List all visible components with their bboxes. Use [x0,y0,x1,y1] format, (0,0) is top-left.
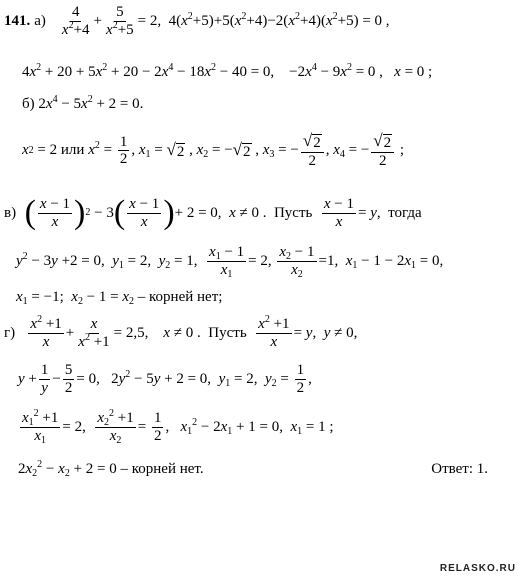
phrase-no-roots-final: – корней нет. [120,461,204,477]
sqrt: √ 2 [232,139,251,160]
part-v-label: в) [4,204,17,221]
fraction: $\frac{x - 1}{x}$ [39,196,71,230]
fraction: √ 2 2 [301,132,324,169]
fraction: $\frac{x - 1}{x}$ [129,196,160,230]
line-v-conclusion: $x_1 = -1$; $x_2 - 1 = x_2$ – корней нет; [16,289,223,307]
line-g-conclusion: $2x_2^2 - x_2 + 2 = 0$ – корней нет. Ответ: 1. [18,459,488,479]
part-g-label: г) [4,324,16,341]
fraction: $\frac{5}{x^2+5}$ [106,4,134,38]
line-g-quadratic: y + $\frac{1}{y}$ − $\frac{5}{2}$ = 0, $2y^2 - 5y + 2 = 0$, $y_1 = 2$, $y_2$ = $\frac{1}{2}$ , [18,362,312,396]
fraction: $\frac{x^2 +1}{x}$ [30,314,62,350]
line-a-equation: 141. а) $\frac{4}{x^2+4}$ + $\frac{5}{x^2+5}$ = 2, $4(x^2+5)+5(x^2+4)-2(x^2+4)(x^2+5) = 0$ , [4,4,390,38]
fraction: $\frac{1}{2}$ [296,362,305,396]
part-b-label: б) [22,96,35,112]
fraction: $\frac{1}{2}$ [153,410,162,444]
fraction: $\frac{x - 1}{x}$ [323,196,354,230]
fraction: $\frac{x_2 - 1}{x_2}$ [279,244,315,280]
watermark: RELASKO.RU [439,563,516,574]
fraction: $\frac{1}{2}$ [119,133,128,167]
word-ili: или [60,142,85,158]
fraction: $\frac{x}{x^2 +1}$ [78,316,110,350]
line-a-simplify: $4x^2 + 20 + 5x^2 + 20 - 2x^4 - 18x^2 - 40 = 0$, $-2x^4 - 9x^2 = 0$ , x = 0 ; [22,62,433,80]
line-b-equation: б) $2x^4 - 5x^2 + 2 = 0$. [22,94,144,112]
fraction: $\frac{1}{y}$ [40,362,49,396]
problem-number: 141. [4,12,31,29]
line-g-back-substitution: $\frac{x_1^2 +1}{x_1}$ = 2, $\frac{x_2^2 +1}{x_2}$ = $\frac{1}{2}$ , $x_1^2 - 2x_1 + 1 = 0$, $x_1 = 1$ ; [22,408,334,446]
answer: Ответ: 1. [431,461,488,477]
fraction: $\frac{x_1 - 1}{x_1}$ [209,244,245,280]
sqrt: √ 2 [166,139,185,160]
line-v-solve: $y^2 - 3y +2 = 0$, $y_1 = 2$, $y_2 = 1$, $\frac{x_1 - 1}{x_1}$ = 2, $\frac{x_2 - 1}{x_2}$ =1, $x_1 - 1 - 2x_1 = 0$, [16,244,444,280]
fraction: $\frac{4}{x^2+4}$ [61,4,90,38]
fraction: $\frac{x_1^2 +1}{x_1}$ [22,408,59,446]
word-pust: Пусть [208,324,247,341]
fraction: $\frac{5}{2}$ [64,362,73,396]
phrase-no-roots: – корней нет; [137,289,223,305]
fraction: $\frac{x^2 +1}{x}$ [258,314,290,350]
word-pust: Пусть [273,204,313,221]
fraction: √ 2 2 [371,132,394,169]
line-b-roots: x 2 = 2 или $x^2$ = $\frac{1}{2}$ , $x_1$ = √ 2 , $x_2$ = − √ 2 , $x_3$ = − √ 2 2 , $x_4$ = − √ 2 2 ; [22,131,405,169]
part-a-label: а) [34,12,46,29]
line-v-substitution: в) ( $\frac{x - 1}{x}$ ) 2 − 3 ( $\frac{x - 1}{x}$ ) + 2 = 0, x ≠ 0 . Пусть $\frac{x - 1}{x}$ = y, тогда [4,194,422,231]
fraction: $\frac{x_2^2 +1}{x_2}$ [97,408,134,446]
line-g-equation: г) $\frac{x^2 +1}{x}$ + $\frac{x}{x^2 +1}$ = 2,5, x ≠ 0 . Пусть $\frac{x^2 +1}{x}$ = y, y ≠ 0, [4,314,358,350]
word-togda: тогда [388,204,422,221]
